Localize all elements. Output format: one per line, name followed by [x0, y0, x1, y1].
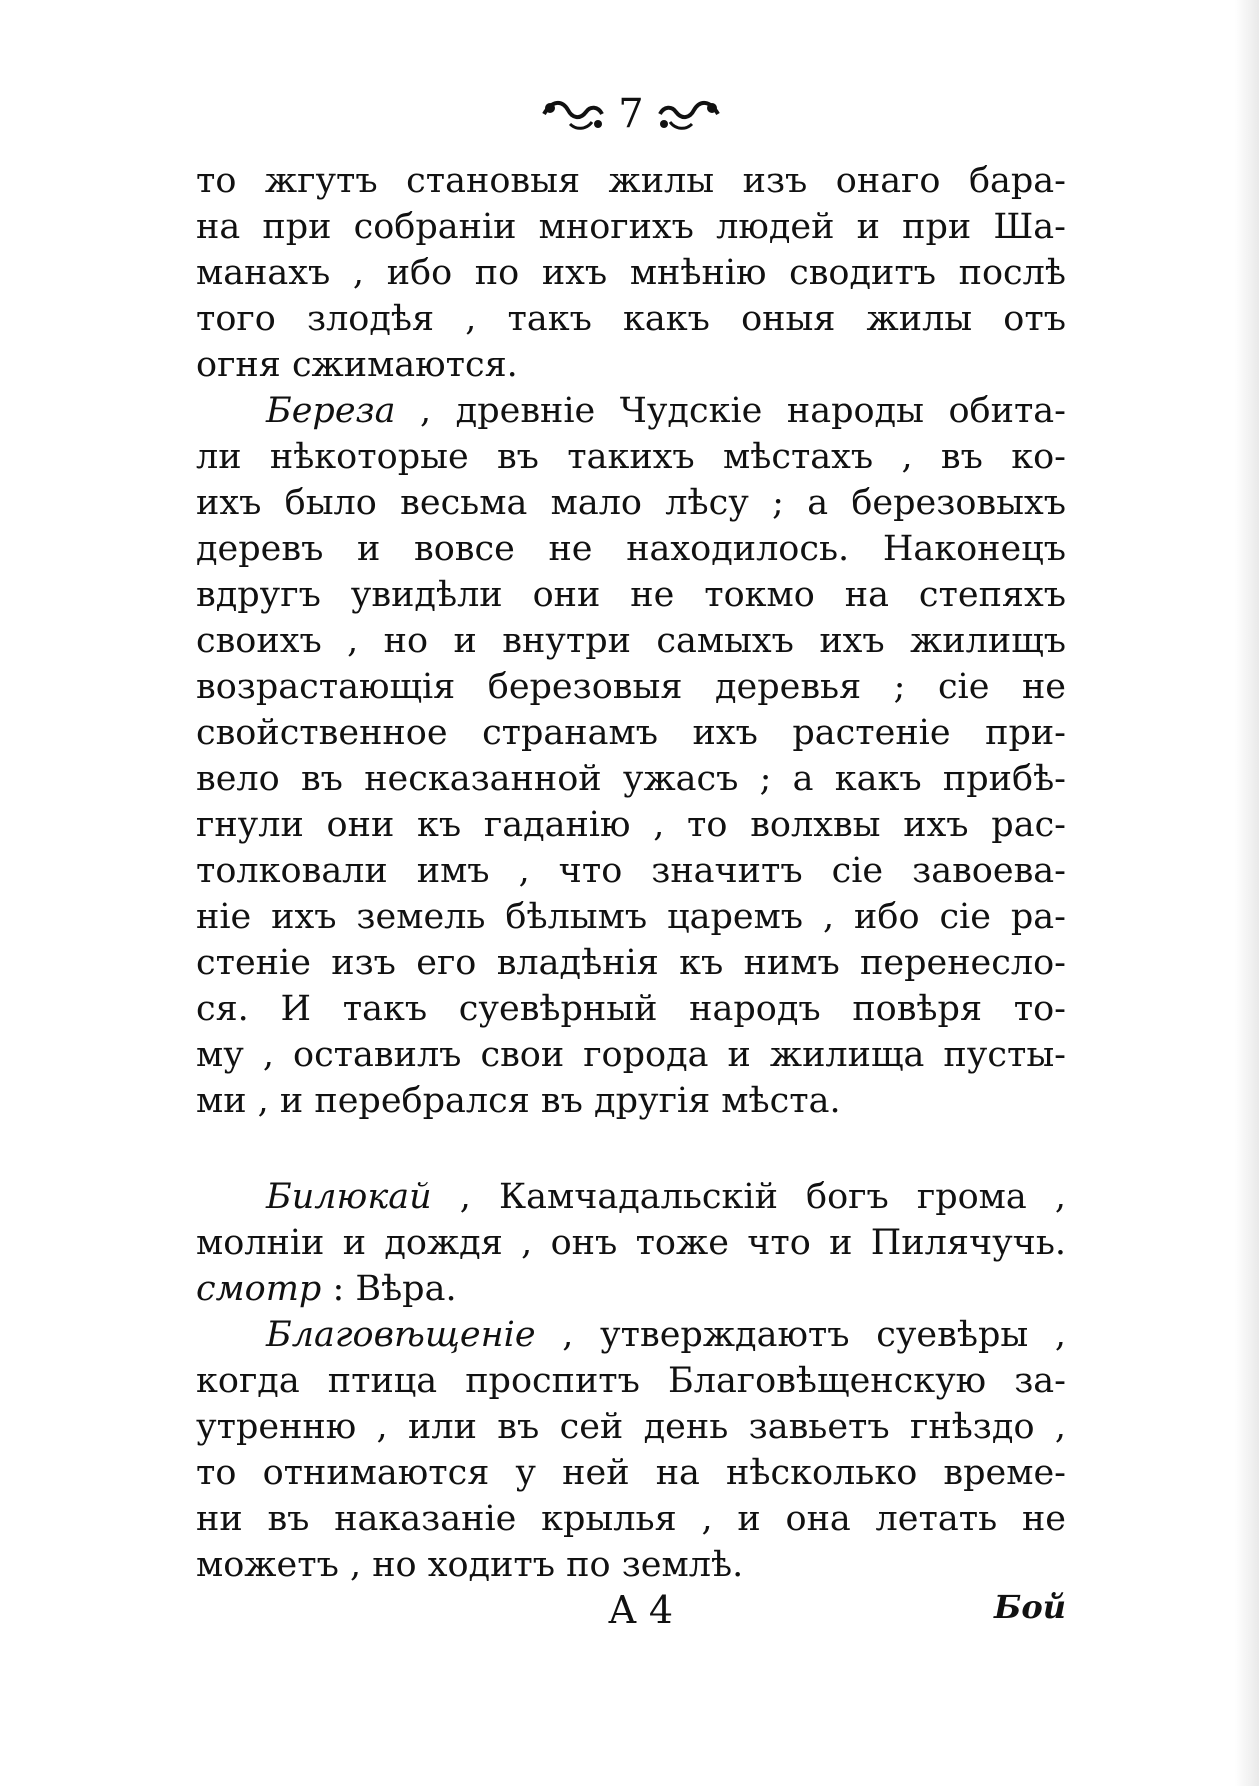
page-footer — [196, 1588, 1066, 1644]
text-line: ся. И такъ суевѣрный народъ повѣря то- — [196, 989, 1066, 1029]
book-page — [196, 0, 1066, 1786]
text-line: возрастающiя березовыя деревья ; сiе не — [196, 667, 1066, 707]
page-edge-shadow — [1235, 0, 1259, 1786]
text-line: гнули они къ гаданiю , то волхвы ихъ рас- — [196, 805, 1066, 845]
text-line: утренню , или въ сей день завьетъ гнѣздо , — [196, 1407, 1066, 1447]
entry-first-line: Благовѣщенiе , утверждаютъ суевѣры , — [266, 1315, 1066, 1355]
text-line: можетъ , но ходитъ по землѣ. — [196, 1545, 744, 1585]
signature-mark: А 4 — [608, 1588, 674, 1632]
text-line: ли нѣкоторые въ такихъ мѣстахъ , въ ко- — [196, 437, 1066, 477]
main-text — [196, 158, 1066, 1588]
text-line: на при собранiи многихъ людей и при Ша- — [196, 207, 1066, 247]
text-line: молнiи и дождя , онъ тоже что и Пилячучь. — [196, 1223, 1066, 1263]
entry-term: Билюкай — [266, 1177, 432, 1217]
entry-gap — [196, 1124, 1066, 1174]
text-line: му , оставилъ свои города и жилища пусты- — [196, 1035, 1066, 1075]
text-line: огня сжимаются. — [196, 345, 518, 385]
entry-first-line: Билюкай , Камчадальскiй богъ грома , — [266, 1177, 1066, 1217]
catchword: Бой — [994, 1588, 1066, 1626]
text-line: толковали имъ , что значитъ сiе завоева- — [196, 851, 1066, 891]
entry-first-line: Береза , древнiе Чудскiе народы обита- — [266, 391, 1066, 431]
entry-term: Береза — [266, 391, 396, 431]
text-line: то отнимаются у ней на нѣсколько време- — [196, 1453, 1066, 1493]
text-line: когда птица проспитъ Благовѣщенскую за- — [196, 1361, 1066, 1401]
page-number: 7 — [618, 91, 644, 137]
text-line: свойственное странамъ ихъ растенiе при- — [196, 713, 1066, 753]
text-line: вдругъ увидѣли они не токмо на степяхъ — [196, 575, 1066, 615]
see-reference: смотр : Вѣра. — [196, 1269, 457, 1309]
text-line: ми , и перебрался въ другiя мѣста. — [196, 1081, 841, 1121]
entry-term: Благовѣщенiе — [266, 1315, 536, 1355]
running-head — [196, 86, 1066, 142]
see-label: смотр — [196, 1269, 322, 1309]
text-line: того злодѣя , такъ какъ оныя жилы отъ — [196, 299, 1066, 339]
text-line: своихъ , но и внутри самыхъ ихъ жилищъ — [196, 621, 1066, 661]
fleuron-left-icon — [540, 94, 608, 134]
text-line: деревъ и вовсе не находилось. Наконецъ — [196, 529, 1066, 569]
text-line: ни въ наказанiе крылья , и она летать не — [196, 1499, 1066, 1539]
fleuron-right-icon — [654, 94, 722, 134]
text-line: вело въ несказанной ужасъ ; а какъ прибѣ- — [196, 759, 1066, 799]
text-line: ихъ было весьма мало лѣсу ; а березовыхъ — [196, 483, 1066, 523]
text-line: то жгутъ становыя жилы изъ онаго бара- — [196, 161, 1066, 201]
text-line: манахъ , ибо по ихъ мнѣнiю сводитъ послѣ — [196, 253, 1066, 293]
text-line: нiе ихъ земель бѣлымъ царемъ , ибо сiе ра- — [196, 897, 1066, 937]
text-line: стенiе изъ его владѣнiя къ нимъ перенесло- — [196, 943, 1066, 983]
